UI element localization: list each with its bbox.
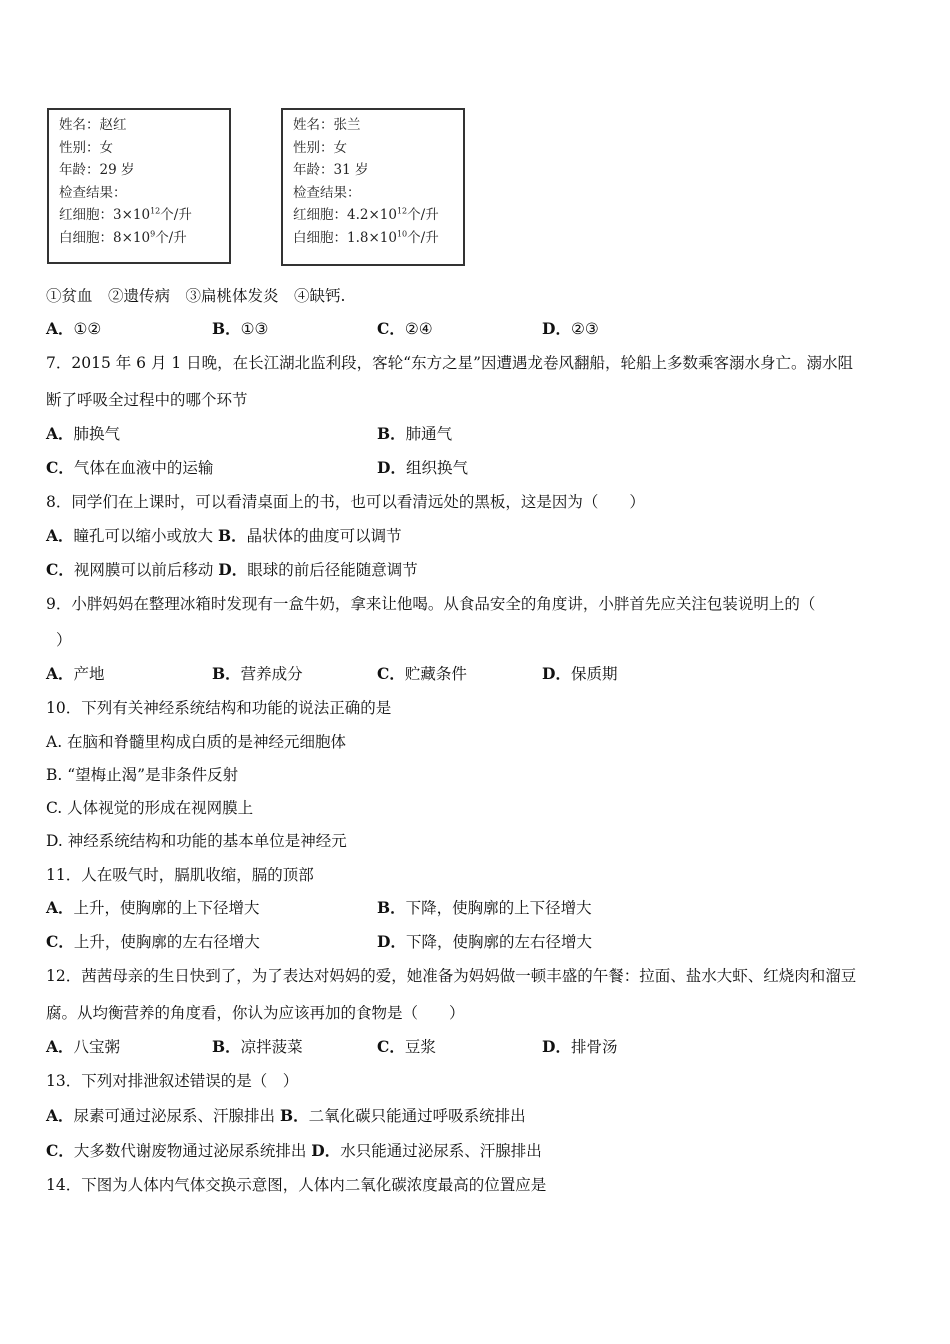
q11-option-b: B．下降，使胸廓的上下径增大 [377,898,592,917]
q12-option-a: A．八宝粥 [46,1037,121,1056]
q9-option-c: C．贮藏条件 [377,664,467,683]
q11-option-a: A．上升，使胸廓的上下径增大 [46,898,260,917]
card-rbc: 红细胞：$4.2\times 10^{12}$个/升 [293,206,439,224]
q9-stem: 9．小胖妈妈在整理冰箱时发现有一盒牛奶，拿来让他喝。从食品安全的角度讲，小胖首先应关注包装说明上的（ [46,595,816,613]
card-gender: 性别：女 [293,139,347,156]
q10-stem: 10．下列有关神经系统结构和功能的说法正确的是 [46,699,392,717]
card-rbc: 红细胞：$3\times 10^{12}$个/升 [59,206,192,224]
card-age: 年龄：31 岁 [293,162,369,179]
q12-stem: 12．茜茜母亲的生日快到了，为了表达对妈妈的爱，她准备为妈妈做一顿丰盛的午餐：拉面、盐水大虾、红烧肉和溜豆 [46,967,857,985]
card-result-label: 检查结果： [293,184,361,201]
q7-option-a: A．肺换气 [46,424,121,443]
q6-option-a: A．①② [46,319,102,338]
q6-option-b: B．①③ [212,319,269,338]
q9-option-a: A．产地 [46,664,105,683]
lab-card-zhao [47,108,231,264]
q8-stem: 8．同学们在上课时，可以看清桌面上的书，也可以看清远处的黑板，这是因为（ ） [46,493,645,511]
q7-stem: 7．2015 年 6 月 1 日晚，在长江湖北监利段，客轮“东方之星”因遭遇龙卷风翻船，轮船上多数乘客溺水身亡。溺水阻 [46,354,854,372]
q10-option-b: B. “望梅止渴”是非条件反射 [46,766,239,784]
card-wbc: 白细胞：$8\times 10^9$个/升 [59,229,187,246]
q14-stem: 14．下图为人体内气体交换示意图，人体内二氧化碳浓度最高的位置应是 [46,1176,547,1194]
q7-option-c: C．气体在血液中的运输 [46,458,214,477]
card-age: 年龄：29 岁 [59,162,135,179]
q6-option-c: C．②④ [377,319,433,338]
q12-stem-cont: 腐。从均衡营养的角度看，你认为应该再加的食物是（ ） [46,1004,465,1022]
q10-option-c: C. 人体视觉的形成在视网膜上 [46,799,254,817]
q7-option-d: D．组织换气 [377,458,468,477]
q12-option-c: C．豆浆 [377,1037,436,1056]
q6-option-d: D．②③ [542,319,599,338]
q7-stem-cont: 断了呼吸全过程中的哪个环节 [46,391,248,409]
card-name: 姓名：张兰 [293,117,361,133]
q9-option-d: D．保质期 [542,664,618,683]
q11-option-c: C．上升，使胸廓的左右径增大 [46,932,260,951]
card-result-label: 检查结果： [59,184,127,201]
q8-options-cd: C．视网膜可以前后移动 D．眼球的前后径能随意调节 [46,560,418,579]
q9-stem-cont: ） [56,631,72,649]
q11-option-d: D．下降，使胸廓的左右径增大 [377,932,592,951]
q13-options-ab: A．尿素可通过泌尿系、汗腺排出 B．二氧化碳只能通过呼吸系统排出 [46,1106,526,1125]
card-name: 姓名：赵红 [59,117,127,133]
q12-option-d: D．排骨汤 [542,1037,618,1056]
q9-option-b: B．营养成分 [212,664,303,683]
card-gender: 性别：女 [59,139,113,156]
card-wbc: 白细胞：$1.8\times 10^{10}$个/升 [293,229,439,246]
q11-stem: 11．人在吸气时，膈肌收缩，膈的顶部 [46,866,314,884]
q13-stem: 13．下列对排泄叙述错误的是（ ） [46,1072,299,1090]
lab-card-zhang [281,108,465,266]
q10-option-a: A. 在脑和脊髓里构成白质的是神经元细胞体 [46,733,347,751]
q10-option-d: D. 神经系统结构和功能的基本单位是神经元 [46,832,347,850]
q7-option-b: B．肺通气 [377,424,453,443]
q8-options-ab: A．瞳孔可以缩小或放大 B．晶状体的曲度可以调节 [46,526,402,545]
q12-option-b: B．凉拌菠菜 [212,1037,303,1056]
q6-items: ①贫血 ②遗传病 ③扁桃体发炎 ④缺钙. [46,287,346,305]
q13-options-cd: C．大多数代谢废物通过泌尿系统排出 D．水只能通过泌尿系、汗腺排出 [46,1141,542,1160]
